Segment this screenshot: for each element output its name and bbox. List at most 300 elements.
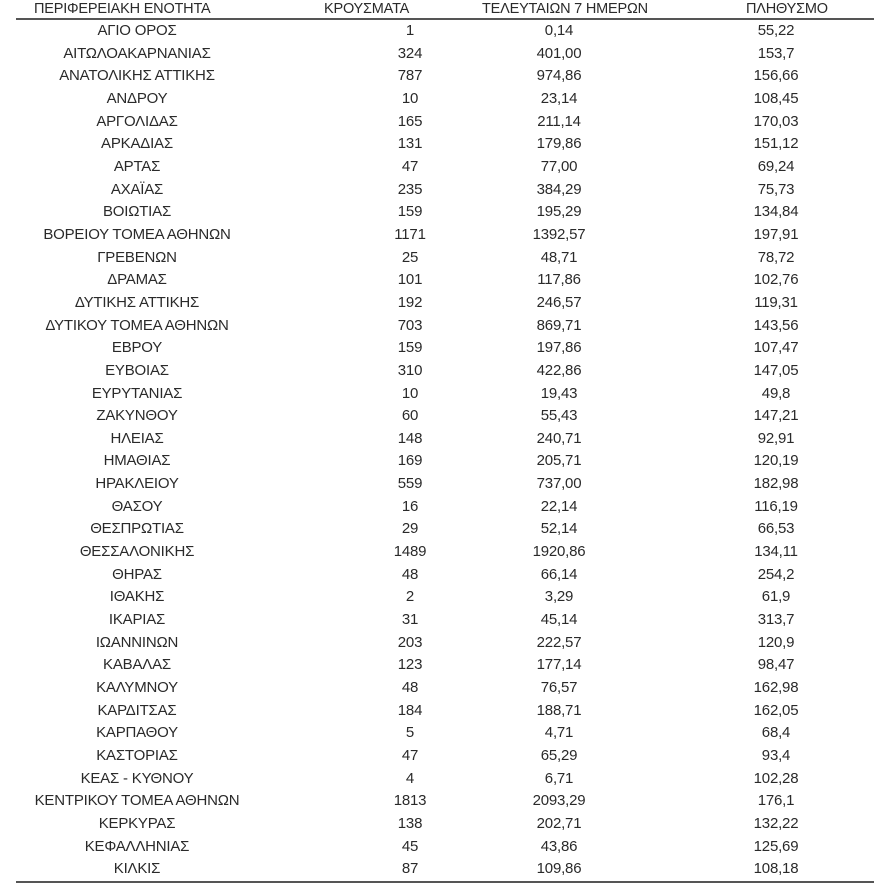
cell-cases (278, 247, 458, 270)
cell-cases (278, 586, 458, 609)
cell-region: ΙΘΑΚΗΣ (109, 588, 165, 606)
cell-last7days (458, 813, 680, 836)
cell-region: ΑΝΑΤΟΛΙΚΗΣ ΑΤΤΙΚΗΣ (59, 67, 215, 85)
table-row (16, 201, 874, 224)
table-header (16, 0, 874, 19)
table-row (16, 224, 874, 247)
cell-cases (278, 383, 458, 406)
cell-region: ΑΡΓΟΛΙΔΑΣ (96, 112, 178, 130)
header-row (16, 0, 874, 19)
cell-cases (278, 269, 458, 292)
cell-last7days-value: 77,00 (540, 157, 578, 175)
cell-last7days (458, 586, 680, 609)
header-region: ΠΕΡΙΦΕΡΕΙΑΚΗ ΕΝΟΤΗΤΑ (16, 0, 278, 19)
cell-cases (278, 292, 458, 315)
table-row (16, 858, 874, 882)
cell-last7days-value: 23,14 (540, 89, 578, 107)
cell-population-value: 134,84 (753, 203, 799, 221)
table-row (16, 745, 874, 768)
cell-cases-value: 703 (397, 316, 423, 334)
cell-last7days-value: 19,43 (540, 384, 578, 402)
cell-last7days (458, 745, 680, 768)
table-row (16, 586, 874, 609)
cell-population (680, 428, 874, 451)
table-row (16, 790, 874, 813)
cell-population-value: 162,05 (753, 701, 799, 719)
cell-last7days-value: 179,86 (536, 135, 582, 153)
cell-cases (278, 337, 458, 360)
cell-last7days (458, 43, 680, 66)
cell-population-value: 176,1 (757, 792, 795, 810)
cell-last7days-value: 76,57 (540, 679, 578, 697)
cell-cases-value: 1 (405, 22, 415, 39)
cell-region: ΚΕΦΑΛΛΗΝΙΑΣ (84, 837, 190, 855)
cell-last7days (458, 269, 680, 292)
cell-cases (278, 65, 458, 88)
cell-cases-value: 159 (397, 339, 423, 357)
cell-cases (278, 722, 458, 745)
cell-population (680, 677, 874, 700)
cell-population-value: 156,66 (753, 67, 799, 85)
cell-population (680, 768, 874, 791)
cell-last7days-value: 202,71 (536, 814, 582, 832)
cell-last7days-value: 422,86 (536, 361, 582, 379)
cell-last7days-value: 65,29 (540, 747, 578, 764)
cell-population (680, 315, 874, 338)
cell-cases (278, 111, 458, 134)
cell-last7days-value: 737,00 (536, 475, 582, 493)
cell-last7days-value: 205,71 (536, 452, 582, 470)
table-row (16, 700, 874, 723)
table-row (16, 473, 874, 496)
cell-cases-value: 324 (397, 44, 423, 62)
cell-region: ΘΑΣΟΥ (111, 497, 163, 515)
cell-last7days-value: 211,14 (537, 112, 581, 130)
cell-region: ΕΒΡΟΥ (111, 339, 163, 357)
table-row (16, 360, 874, 383)
cell-last7days (458, 156, 680, 179)
cell-cases-value: 1489 (393, 543, 427, 561)
table-row (16, 179, 874, 202)
cell-population-value: 147,21 (753, 407, 799, 425)
cell-cases-value: 5 (405, 724, 415, 742)
cell-last7days (458, 473, 680, 496)
cell-region: ΚΕΝΤΡΙΚΟΥ ΤΟΜΕΑ ΑΘΗΝΩΝ (34, 792, 240, 810)
cell-region: ΓΡΕΒΕΝΩΝ (97, 248, 177, 266)
cell-population-value: 182,98 (753, 475, 799, 493)
cell-population (680, 473, 874, 496)
table-row (16, 677, 874, 700)
cell-population (680, 518, 874, 541)
cell-cases-value: 4 (405, 769, 415, 787)
cell-population-value: 153,7 (757, 44, 795, 62)
cell-cases-value: 87 (401, 860, 419, 878)
cell-population-value: 120,19 (753, 452, 799, 470)
cell-region: ΚΑΒΑΛΑΣ (103, 656, 171, 674)
cell-cases (278, 450, 458, 473)
cell-cases-value: 131 (397, 135, 423, 153)
cell-population-value: 69,24 (757, 157, 795, 175)
table-row (16, 541, 874, 564)
cell-cases-value: 235 (397, 180, 423, 198)
cell-cases (278, 201, 458, 224)
cell-population-value: 120,9 (757, 633, 795, 651)
cell-last7days-value: 55,43 (540, 407, 578, 425)
cell-cases (278, 473, 458, 496)
cell-cases-value: 138 (397, 814, 423, 832)
table-row (16, 111, 874, 134)
table-row (16, 813, 874, 836)
cell-region: ΙΩΑΝΝΙΝΩΝ (95, 633, 179, 651)
cell-population-value: 147,05 (753, 361, 799, 379)
cell-cases (278, 156, 458, 179)
cell-population-value: 102,28 (753, 769, 799, 787)
cell-population-value: 93,4 (761, 747, 791, 764)
table-row (16, 632, 874, 655)
cell-cases-value: 787 (397, 67, 423, 85)
cell-population (680, 43, 874, 66)
cell-region: ΑΧΑΪΑΣ (110, 180, 164, 198)
table-row (16, 337, 874, 360)
cell-last7days (458, 247, 680, 270)
cell-region: ΚΑΡΔΙΤΣΑΣ (97, 701, 177, 719)
cell-population-value: 162,98 (753, 679, 799, 697)
cell-last7days-value: 195,29 (536, 203, 582, 221)
cell-population (680, 19, 874, 43)
cell-last7days (458, 790, 680, 813)
cell-cases (278, 88, 458, 111)
cell-population-value: 143,56 (753, 316, 799, 334)
cell-region: ΚΕΑΣ - ΚΥΘΝΟΥ (80, 769, 194, 787)
cell-population (680, 405, 874, 428)
cell-cases (278, 360, 458, 383)
cell-region: ΚΙΛΚΙΣ (16, 858, 278, 882)
cell-cases-value: 47 (401, 157, 419, 175)
cell-population-value: 75,73 (757, 180, 795, 198)
cell-population (680, 813, 874, 836)
cell-region: ΚΕΡΚΥΡΑΣ (98, 814, 176, 832)
cell-last7days (458, 201, 680, 224)
cell-cases-value: 1813 (393, 792, 427, 810)
cell-cases-value: 148 (397, 429, 423, 447)
cell-cases-value: 29 (401, 520, 419, 538)
cell-population (680, 632, 874, 655)
table-row (16, 88, 874, 111)
cell-population-value: 116,19 (754, 497, 798, 515)
cell-last7days-value: 974,86 (536, 67, 582, 85)
cell-population (680, 224, 874, 247)
table-row (16, 405, 874, 428)
cell-region: ΘΕΣΣΑΛΟΝΙΚΗΣ (79, 543, 195, 561)
cell-cases-value: 48 (401, 679, 419, 697)
cell-population (680, 700, 874, 723)
cell-region: ΙΚΑΡΙΑΣ (108, 611, 166, 629)
cell-population (680, 790, 874, 813)
cell-population (680, 247, 874, 270)
cell-population-value: 107,47 (753, 339, 799, 357)
table-row (16, 247, 874, 270)
cell-last7days (458, 19, 680, 43)
cell-population (680, 450, 874, 473)
cell-last7days-value: 45,14 (540, 611, 578, 629)
table-row (16, 496, 874, 519)
cell-cases (278, 654, 458, 677)
cell-last7days (458, 541, 680, 564)
cell-cases (278, 745, 458, 768)
cell-last7days-value: 401,00 (536, 44, 582, 62)
header-population: ΠΛΗΘΥΣΜΟ (680, 0, 874, 19)
cell-cases-value: 310 (397, 361, 423, 379)
cell-last7days-value: 22,14 (540, 497, 578, 515)
cell-population (680, 156, 874, 179)
cell-region: ΑΝΔΡΟΥ (106, 89, 168, 107)
cell-population (680, 65, 874, 88)
cell-last7days-value: 869,71 (536, 316, 582, 334)
cell-population (680, 586, 874, 609)
cell-cases (278, 496, 458, 519)
cell-cases-value: 16 (401, 497, 419, 515)
cell-population (680, 133, 874, 156)
cell-population (680, 745, 874, 768)
cell-last7days (458, 858, 680, 882)
cell-population (680, 111, 874, 134)
cell-last7days (458, 496, 680, 519)
cell-last7days-value: 1392,57 (532, 225, 586, 243)
cell-population (680, 541, 874, 564)
cell-population (680, 383, 874, 406)
table-row (16, 836, 874, 859)
cell-region: ΔΥΤΙΚΗΣ ΑΤΤΙΚΗΣ (74, 293, 200, 311)
cell-last7days (458, 632, 680, 655)
cell-cases-value: 25 (401, 248, 419, 266)
cell-population (680, 722, 874, 745)
cell-last7days (458, 111, 680, 134)
cell-last7days-value: 246,57 (536, 293, 582, 311)
cell-region: ΖΑΚΥΝΘΟΥ (96, 407, 178, 425)
cell-cases (278, 405, 458, 428)
cell-region: ΔΥΤΙΚΟΥ ΤΟΜΕΑ ΑΘΗΝΩΝ (45, 316, 229, 334)
cell-population (680, 496, 874, 519)
cell-cases (278, 224, 458, 247)
table-row (16, 609, 874, 632)
cell-population (680, 836, 874, 859)
cell-population (680, 654, 874, 677)
cell-cases-value: 169 (397, 452, 423, 470)
cell-last7days-value: 3,29 (544, 588, 574, 606)
table-row (16, 768, 874, 791)
cell-last7days-value: 52,14 (540, 520, 578, 538)
cell-last7days (458, 768, 680, 791)
cell-population (680, 269, 874, 292)
cell-population (680, 179, 874, 202)
table-row (16, 156, 874, 179)
cell-last7days (458, 88, 680, 111)
cell-cases-value: 1171 (394, 225, 426, 243)
table-body (16, 19, 874, 882)
table-row (16, 450, 874, 473)
cell-cases-value: 60 (401, 407, 419, 425)
cell-population-value: 170,03 (753, 112, 799, 130)
cell-last7days (458, 677, 680, 700)
cell-region: ΚΑΣΤΟΡΙΑΣ (96, 747, 178, 764)
cell-region: ΑΡΚΑΔΙΑΣ (101, 135, 173, 153)
cell-cases-value: 31 (401, 611, 419, 629)
cell-population-value: 49,8 (761, 384, 791, 402)
cell-cases-value: 203 (397, 633, 423, 651)
cell-cases (278, 428, 458, 451)
cell-cases-value: 159 (397, 203, 423, 221)
cell-cases (278, 632, 458, 655)
cell-last7days (458, 700, 680, 723)
table-row (16, 292, 874, 315)
cell-population-value: 61,9 (761, 588, 791, 606)
cell-cases (278, 179, 458, 202)
cell-cases-value: 2 (405, 588, 415, 606)
cell-region: ΑΙΤΩΛΟΑΚΑΡΝΑΝΙΑΣ (63, 44, 211, 62)
cell-cases-value: 559 (397, 475, 423, 493)
cell-cases (278, 564, 458, 587)
cell-cases-value: 10 (401, 384, 419, 402)
cell-cases-value: 45 (401, 837, 419, 855)
cell-last7days-value: 43,86 (540, 837, 578, 855)
cell-last7days-value: 222,57 (536, 633, 582, 651)
cell-population (680, 609, 874, 632)
cell-last7days-value: 2093,29 (532, 792, 586, 810)
cell-region: ΘΗΡΑΣ (112, 565, 162, 583)
cell-last7days-value: 177,14 (536, 656, 582, 674)
cell-region: ΘΕΣΠΡΩΤΙΑΣ (90, 520, 184, 538)
cell-last7days-value: 4,71 (544, 724, 574, 742)
cell-last7days (458, 65, 680, 88)
cell-last7days (458, 654, 680, 677)
cell-cases (278, 700, 458, 723)
cell-cases (278, 677, 458, 700)
cell-cases (278, 790, 458, 813)
cell-last7days (458, 133, 680, 156)
cell-last7days (458, 292, 680, 315)
cell-region: ΚΑΛΥΜΝΟΥ (96, 679, 178, 697)
cell-population-value: 119,31 (754, 293, 798, 311)
table-row (16, 19, 874, 43)
cell-population-value: 66,53 (757, 520, 795, 538)
table-row (16, 133, 874, 156)
cell-cases (278, 609, 458, 632)
cell-population (680, 564, 874, 587)
table-row (16, 654, 874, 677)
table-row (16, 65, 874, 88)
cell-population-value: 151,12 (753, 135, 799, 153)
cell-region: ΗΜΑΘΙΑΣ (103, 452, 171, 470)
cell-last7days-value: 384,29 (536, 180, 582, 198)
cell-population-value: 78,72 (757, 248, 795, 266)
cell-last7days-value: 240,71 (536, 429, 582, 447)
cell-last7days-value: 1920,86 (532, 543, 586, 561)
cell-population-value: 92,91 (757, 429, 795, 447)
cell-population (680, 337, 874, 360)
cell-last7days-value: 48,71 (540, 248, 578, 266)
header-last7days: ΤΕΛΕΥΤΑΙΩΝ 7 ΗΜΕΡΩΝ (458, 0, 680, 19)
table-row (16, 315, 874, 338)
cell-cases-value: 48 (401, 565, 419, 583)
cell-cases (278, 19, 458, 43)
cell-region: ΑΓΙΟ ΟΡΟΣ (97, 22, 177, 39)
cell-cases-value: 101 (397, 271, 423, 289)
cell-population-value: 108,18 (753, 860, 799, 878)
cell-population-value: 108,45 (753, 89, 799, 107)
cell-cases-value: 184 (397, 701, 423, 719)
cell-last7days (458, 428, 680, 451)
cell-last7days (458, 609, 680, 632)
cell-population (680, 292, 874, 315)
cell-population (680, 858, 874, 882)
cell-region: ΗΡΑΚΛΕΙΟΥ (95, 475, 179, 493)
cell-last7days (458, 315, 680, 338)
cell-cases-value: 10 (401, 89, 419, 107)
table-row (16, 43, 874, 66)
cell-population-value: 132,22 (753, 814, 799, 832)
cell-cases (278, 43, 458, 66)
cell-cases (278, 858, 458, 882)
table-row (16, 564, 874, 587)
cell-cases (278, 541, 458, 564)
cell-population-value: 68,4 (761, 724, 791, 742)
cell-cases-value: 47 (401, 747, 419, 764)
cell-population (680, 360, 874, 383)
cell-last7days (458, 450, 680, 473)
cell-population (680, 201, 874, 224)
table-row (16, 269, 874, 292)
cell-population-value: 134,11 (754, 543, 798, 561)
cell-population-value: 254,2 (757, 565, 795, 583)
cell-cases (278, 768, 458, 791)
cell-population-value: 102,76 (753, 271, 799, 289)
cell-population-value: 125,69 (753, 837, 799, 855)
cell-cases (278, 813, 458, 836)
cell-last7days-value: 66,14 (540, 565, 578, 583)
cell-last7days (458, 179, 680, 202)
cell-region: ΑΡΤΑΣ (113, 157, 161, 175)
cell-region: ΚΑΡΠΑΘΟΥ (96, 724, 178, 742)
cell-last7days (458, 360, 680, 383)
cell-last7days-value: 109,86 (536, 860, 582, 878)
cell-last7days (458, 518, 680, 541)
cell-cases-value: 123 (397, 656, 423, 674)
cell-cases-value: 192 (397, 293, 423, 311)
cell-last7days (458, 337, 680, 360)
cell-region: ΒΟΙΩΤΙΑΣ (102, 203, 172, 221)
cell-region: ΕΥΒΟΙΑΣ (105, 361, 169, 379)
cell-last7days-value: 188,71 (536, 701, 582, 719)
covid-cases-table (16, 0, 874, 883)
cell-cases (278, 133, 458, 156)
cell-population-value: 313,7 (757, 611, 795, 629)
cell-population-value: 197,91 (753, 225, 799, 243)
table-row (16, 518, 874, 541)
cell-last7days (458, 722, 680, 745)
cell-cases-value: 165 (397, 112, 423, 130)
cell-last7days-value: 6,71 (544, 769, 574, 787)
cell-last7days-value: 117,86 (537, 271, 581, 289)
cell-population-value: 98,47 (757, 656, 795, 674)
cell-last7days-value: 0,14 (544, 22, 574, 39)
cell-region: ΕΥΡΥΤΑΝΙΑΣ (91, 384, 183, 402)
cell-last7days (458, 564, 680, 587)
cell-cases (278, 315, 458, 338)
cell-cases (278, 836, 458, 859)
cell-population (680, 88, 874, 111)
header-cases: ΚΡΟΥΣΜΑΤΑ (278, 0, 458, 19)
cell-last7days (458, 224, 680, 247)
